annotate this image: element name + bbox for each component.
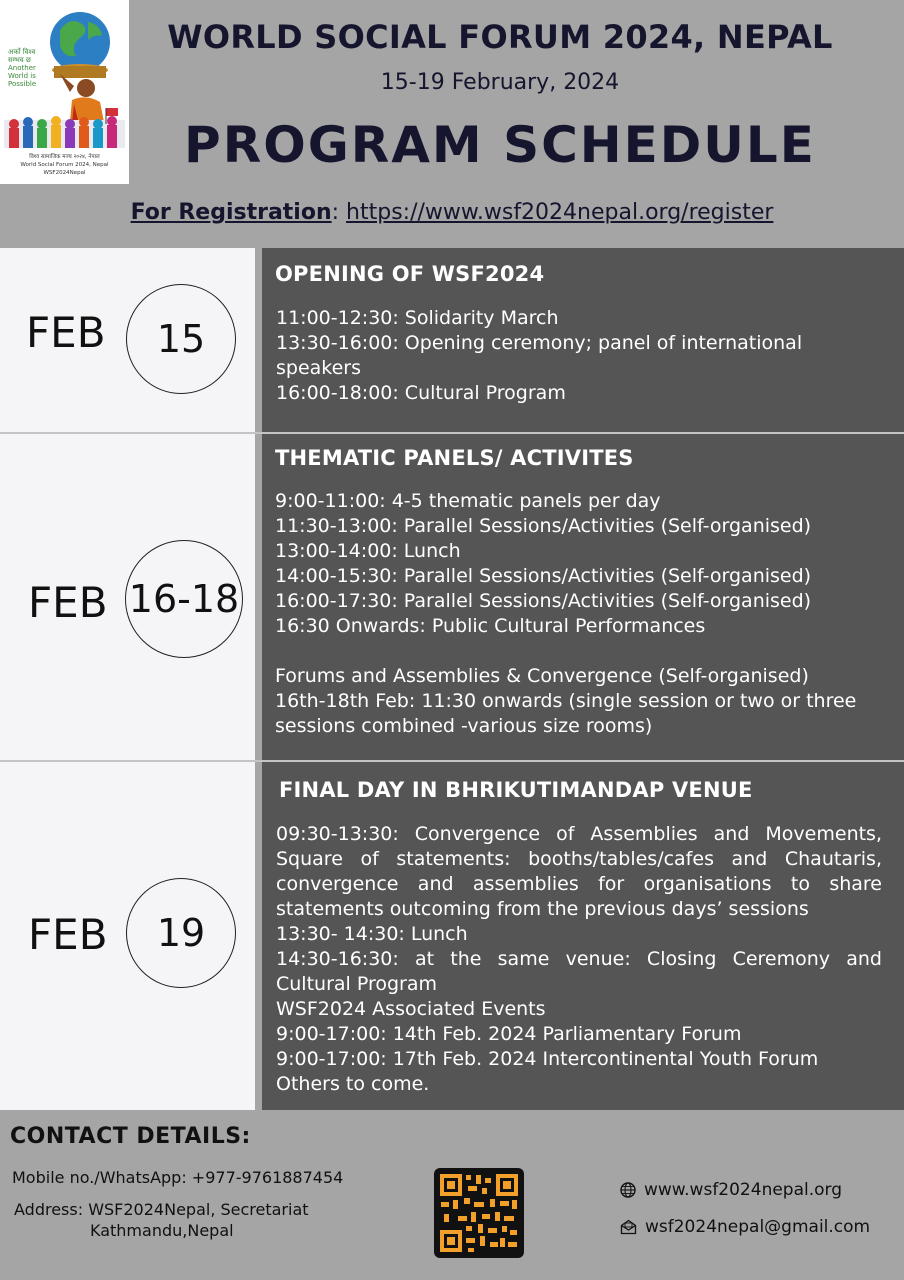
schedule-line: 11:00-12:30: Solidarity March [276,307,559,329]
wsf-logo [0,0,129,184]
day-date-panel [0,248,255,434]
address-line-2: Kathmandu,Nepal [90,1221,234,1240]
day-schedule-lines [276,822,882,1097]
event-title: WORLD SOCIAL FORUM 2024, NEPAL [167,18,833,56]
schedule-line: 13:30-16:00: Opening ceremony; panel of international speakers [276,332,803,379]
schedule-line: 9:00-11:00: 4-5 thematic panels per day [275,490,661,512]
contact-address [14,1199,309,1241]
website-text: www.wsf2024nepal.org [644,1180,843,1200]
contact-heading: CONTACT DETAILS: [10,1124,251,1149]
schedule-line: 16th-18th Feb: 11:30 onwards (single session or two or three sessions combined -various size rooms) [275,690,857,737]
day-row-feb-15 [0,248,904,434]
address-line-1: Address: WSF2024Nepal, Secretariat [14,1200,309,1219]
globe-icon [620,1182,636,1198]
logo-tagline: अर्को विश्व सम्भव छ Another World is Possible [8,48,37,88]
day-number: 16-18 [128,577,240,621]
event-dates: 15-19 February, 2024 [380,70,620,95]
registration-label: For Registration [130,200,332,225]
contact-section [0,1110,904,1280]
email-text: wsf2024nepal@gmail.com [645,1217,871,1237]
day-schedule-lines [276,306,866,406]
schedule-line: 11:30-13:00: Parallel Sessions/Activities (Self-organised) [275,515,812,537]
day-number-circle [126,284,236,394]
schedule-line: Forums and Assemblies & Convergence (Self-organised) [275,665,809,687]
day-number-circle [126,878,236,988]
logo-footer-handle: WSF2024Nepal [43,170,86,176]
schedule-line: 09:30-13:30: Convergence of Assemblies and Movements, Square of statements: booths/tables/cafes and Chautaris, convergence and assemblies for organisations to share statements outcoming from the previous days’ sessions [276,823,882,920]
day-date-panel [0,762,255,1110]
header [0,0,904,248]
day-number-circle [125,540,243,658]
schedule-line: 9:00-17:00: 17th Feb. 2024 Intercontinental Youth Forum [276,1048,819,1070]
envelope-icon [620,1219,637,1235]
schedule-line: 16:30 Onwards: Public Cultural Performances [275,615,706,637]
day-schedule-panel [262,434,904,762]
program-heading: PROGRAM SCHEDULE [184,116,816,174]
contact-email[interactable] [620,1217,870,1237]
schedule-line: 16:00-17:30: Parallel Sessions/Activities (Self-organised) [275,590,812,612]
day-section-title: OPENING OF WSF2024 [275,262,545,286]
day-month: FEB [26,308,106,357]
registration-separator: : [331,200,347,225]
day-month: FEB [28,578,108,627]
schedule-line: 14:00-15:30: Parallel Sessions/Activities (Self-organised) [275,565,812,587]
day-row-feb-16-18 [0,434,904,762]
logo-footer-english: World Social Forum 2024, Nepal [20,162,109,168]
day-schedule-panel [262,762,904,1110]
day-schedule-lines [275,489,895,739]
qr-code-icon[interactable] [434,1168,524,1258]
schedule-line: Others to come. [276,1073,430,1095]
registration-link[interactable]: https://www.wsf2024nepal.org/register [346,200,774,225]
schedule-line: 13:30- 14:30: Lunch [276,923,468,945]
schedule-line: 13:00-14:00: Lunch [275,540,461,562]
registration-line [0,200,904,225]
day-month: FEB [28,910,108,959]
day-number: 19 [156,911,206,955]
contact-website[interactable] [620,1180,842,1200]
schedule-line: 16:00-18:00: Cultural Program [276,382,566,404]
day-schedule-panel [262,248,904,434]
day-date-panel [0,434,255,762]
schedule-spacer [275,639,895,664]
day-section-title: FINAL DAY IN BHRIKUTIMANDAP VENUE [279,778,753,802]
day-number: 15 [156,317,206,361]
day-section-title: THEMATIC PANELS/ ACTIVITES [275,446,634,470]
schedule-line: WSF2024 Associated Events [276,998,546,1020]
logo-footer-nepali: विश्व सामाजिक मञ्च २०२४, नेपाल [29,154,100,160]
schedule-line: 9:00-17:00: 14th Feb. 2024 Parliamentary Forum [276,1023,742,1045]
contact-mobile[interactable]: Mobile no./WhatsApp: +977-9761887454 [12,1168,344,1187]
day-row-feb-19 [0,762,904,1110]
schedule-line: 14:30-16:30: at the same venue: Closing Ceremony and Cultural Program [276,948,882,995]
